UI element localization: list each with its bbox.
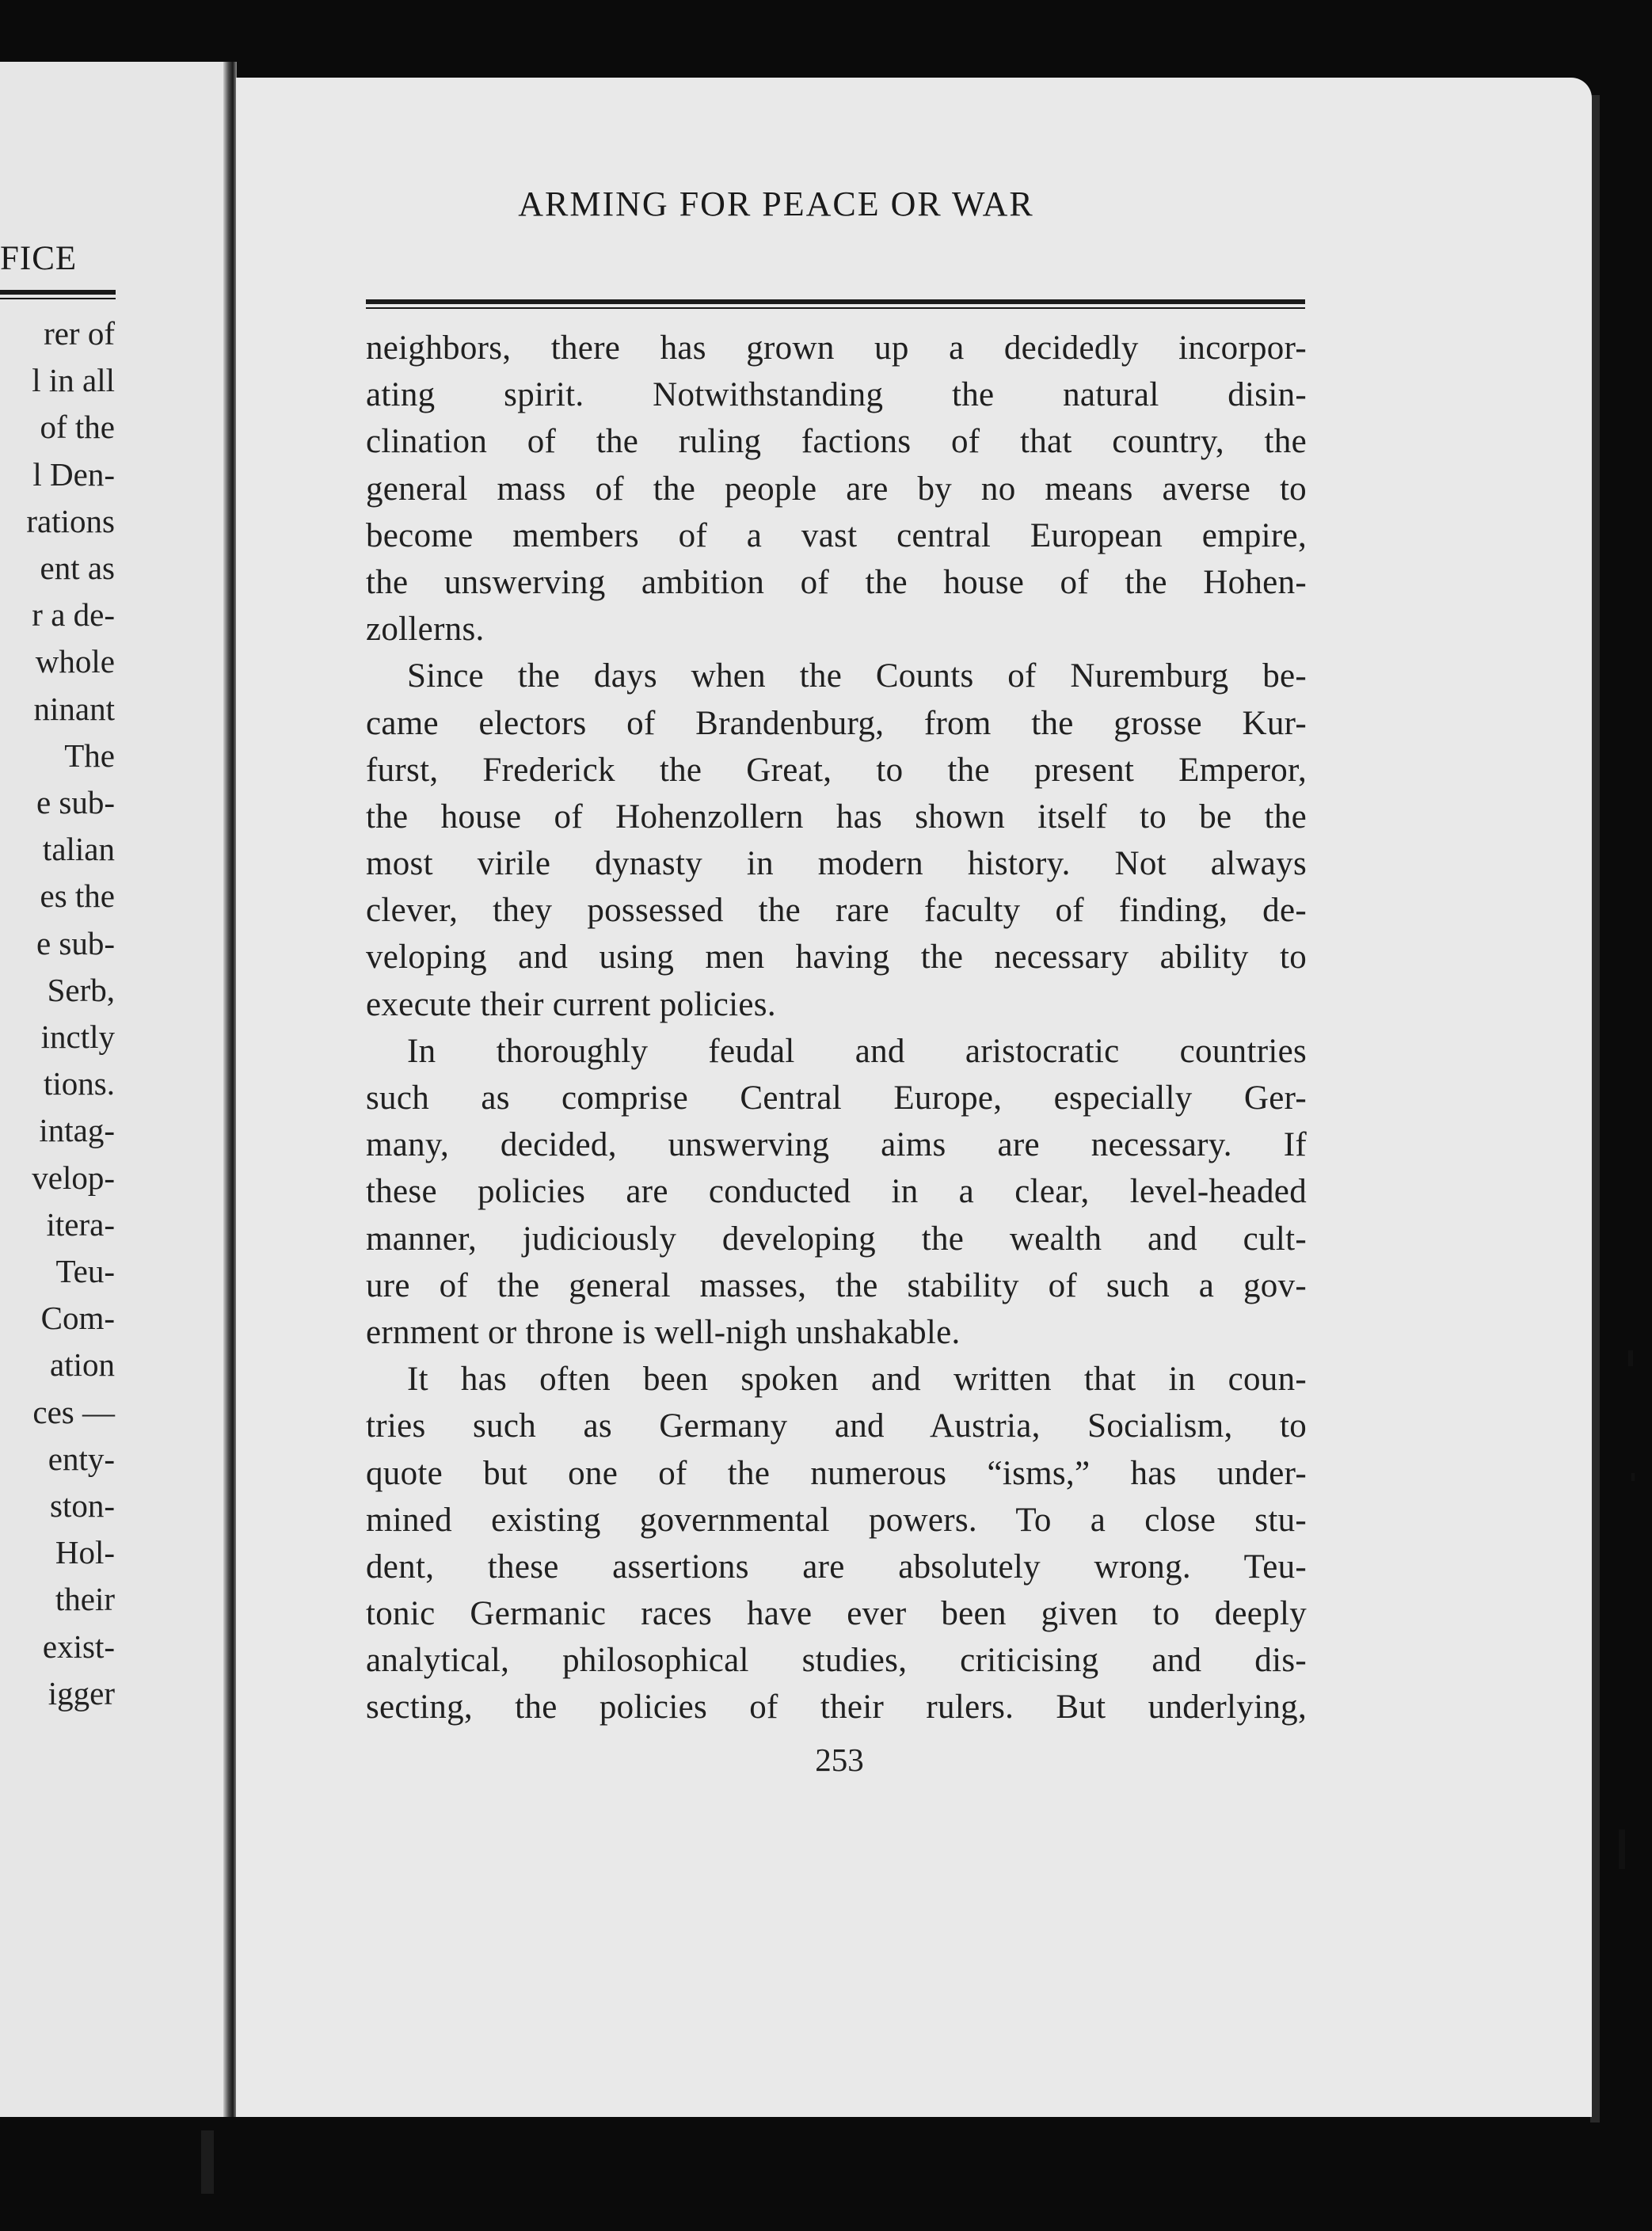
previous-page-line: of the bbox=[40, 409, 115, 446]
text-line: ure of the general masses, the stability of such a gov- bbox=[366, 1266, 1307, 1304]
text-line: general mass of the people are by no means averse to bbox=[366, 470, 1307, 508]
text-line: furst, Frederick the Great, to the present Emperor, bbox=[366, 751, 1307, 789]
text-line: Since the days when the Counts of Nuremburg be- bbox=[407, 657, 1307, 695]
previous-page-line: inctly bbox=[40, 1018, 115, 1056]
previous-page-line: whole bbox=[35, 643, 115, 680]
previous-page-line: r a de- bbox=[32, 596, 115, 634]
previous-page-line: Serb, bbox=[47, 971, 115, 1008]
previous-page-line: ces — bbox=[32, 1393, 115, 1430]
text-line: neighbors, there has grown up a decidedly incorpor- bbox=[366, 329, 1307, 367]
page-body-text bbox=[366, 325, 1307, 1731]
text-line: tries such as Germany and Austria, Socialism, to bbox=[366, 1407, 1307, 1445]
text-line: ating spirit. Notwithstanding the natural disin- bbox=[366, 376, 1307, 414]
text-line: such as comprise Central Europe, especially Ger- bbox=[366, 1079, 1307, 1117]
text-line: clination of the ruling factions of that country, the bbox=[366, 423, 1307, 461]
previous-page-line: tions. bbox=[44, 1065, 115, 1102]
scan-speck bbox=[1619, 1829, 1625, 1869]
binding-edge bbox=[201, 2130, 214, 2194]
text-line: quote but one of the numerous “isms,” has under- bbox=[366, 1454, 1307, 1492]
previous-page-line: enty- bbox=[48, 1440, 115, 1477]
text-line: manner, judiciously developing the wealth and cult- bbox=[366, 1220, 1307, 1258]
previous-page-line: talian bbox=[42, 831, 115, 868]
text-line: clever, they possessed the rare faculty of finding, de- bbox=[366, 892, 1307, 930]
page-number: 253 bbox=[815, 1742, 864, 1778]
text-line: analytical, philosophical studies, criticising and dis- bbox=[366, 1642, 1307, 1680]
previous-page-head-rule-thin bbox=[0, 298, 116, 299]
previous-page-text bbox=[0, 310, 115, 1717]
previous-page-line: The bbox=[64, 737, 115, 774]
previous-page-line: l in all bbox=[32, 362, 115, 399]
previous-page-line: e sub- bbox=[36, 924, 115, 961]
previous-page-line: velop- bbox=[32, 1159, 115, 1196]
text-line: the house of Hohenzollern has shown itself to be the bbox=[366, 798, 1307, 836]
previous-page-line: rer of bbox=[44, 315, 115, 352]
book-gutter bbox=[223, 62, 237, 2117]
previous-page-running-head: FICE bbox=[0, 240, 78, 277]
previous-page-line: ninant bbox=[33, 690, 115, 727]
previous-page-line: exist- bbox=[42, 1628, 115, 1665]
text-line: become members of a vast central European empire, bbox=[366, 516, 1307, 554]
text-line: most virile dynasty in modern history. Not always bbox=[366, 845, 1307, 883]
running-head-rule-thin bbox=[366, 307, 1305, 309]
text-line: mined existing governmental powers. To a close stu- bbox=[366, 1501, 1307, 1539]
previous-page-fragment bbox=[0, 62, 223, 2117]
text-line: dent, these assertions are absolutely wrong. Teu- bbox=[366, 1548, 1307, 1586]
scan-speck bbox=[1631, 1473, 1635, 1481]
previous-page-line: intag- bbox=[39, 1112, 115, 1149]
text-line: execute their current policies. bbox=[366, 985, 776, 1023]
previous-page-line: igger bbox=[48, 1674, 115, 1711]
previous-page-head-rule bbox=[0, 290, 116, 295]
text-line: In thoroughly feudal and aristocratic countries bbox=[407, 1032, 1307, 1070]
text-line: veloping and using men having the necessary ability to bbox=[366, 938, 1307, 977]
previous-page-line: their bbox=[55, 1581, 115, 1618]
running-head-rule bbox=[366, 299, 1305, 304]
text-line: zollerns. bbox=[366, 611, 485, 649]
previous-page-line: Com- bbox=[40, 1300, 115, 1337]
text-line: came electors of Brandenburg, from the grosse Kur- bbox=[366, 704, 1307, 742]
previous-page-line: Teu- bbox=[55, 1253, 115, 1290]
previous-page-line: ston- bbox=[50, 1487, 115, 1525]
text-line: secting, the policies of their rulers. But underlying, bbox=[366, 1688, 1307, 1727]
previous-page-line: ent as bbox=[40, 550, 115, 587]
previous-page-line: es the bbox=[40, 878, 115, 915]
text-line: ernment or throne is well-nigh unshakable. bbox=[366, 1313, 961, 1351]
text-line: tonic Germanic races have ever been given to deeply bbox=[366, 1595, 1307, 1633]
text-line: many, decided, unswerving aims are necessary. If bbox=[366, 1126, 1307, 1164]
previous-page-line: rations bbox=[26, 502, 115, 539]
text-line: the unswerving ambition of the house of the Hohen- bbox=[366, 563, 1307, 601]
previous-page-line: l Den- bbox=[32, 455, 115, 493]
previous-page-line: ation bbox=[50, 1346, 115, 1384]
previous-page-line: itera- bbox=[46, 1205, 115, 1243]
previous-page-line: e sub- bbox=[36, 784, 115, 821]
text-line: these policies are conducted in a clear, level-headed bbox=[366, 1173, 1307, 1211]
scan-speck bbox=[1628, 1350, 1633, 1366]
previous-page-line: Hol- bbox=[55, 1534, 115, 1571]
text-line: It has often been spoken and written that in coun- bbox=[407, 1361, 1307, 1399]
running-head: ARMING FOR PEACE OR WAR bbox=[518, 185, 1034, 223]
